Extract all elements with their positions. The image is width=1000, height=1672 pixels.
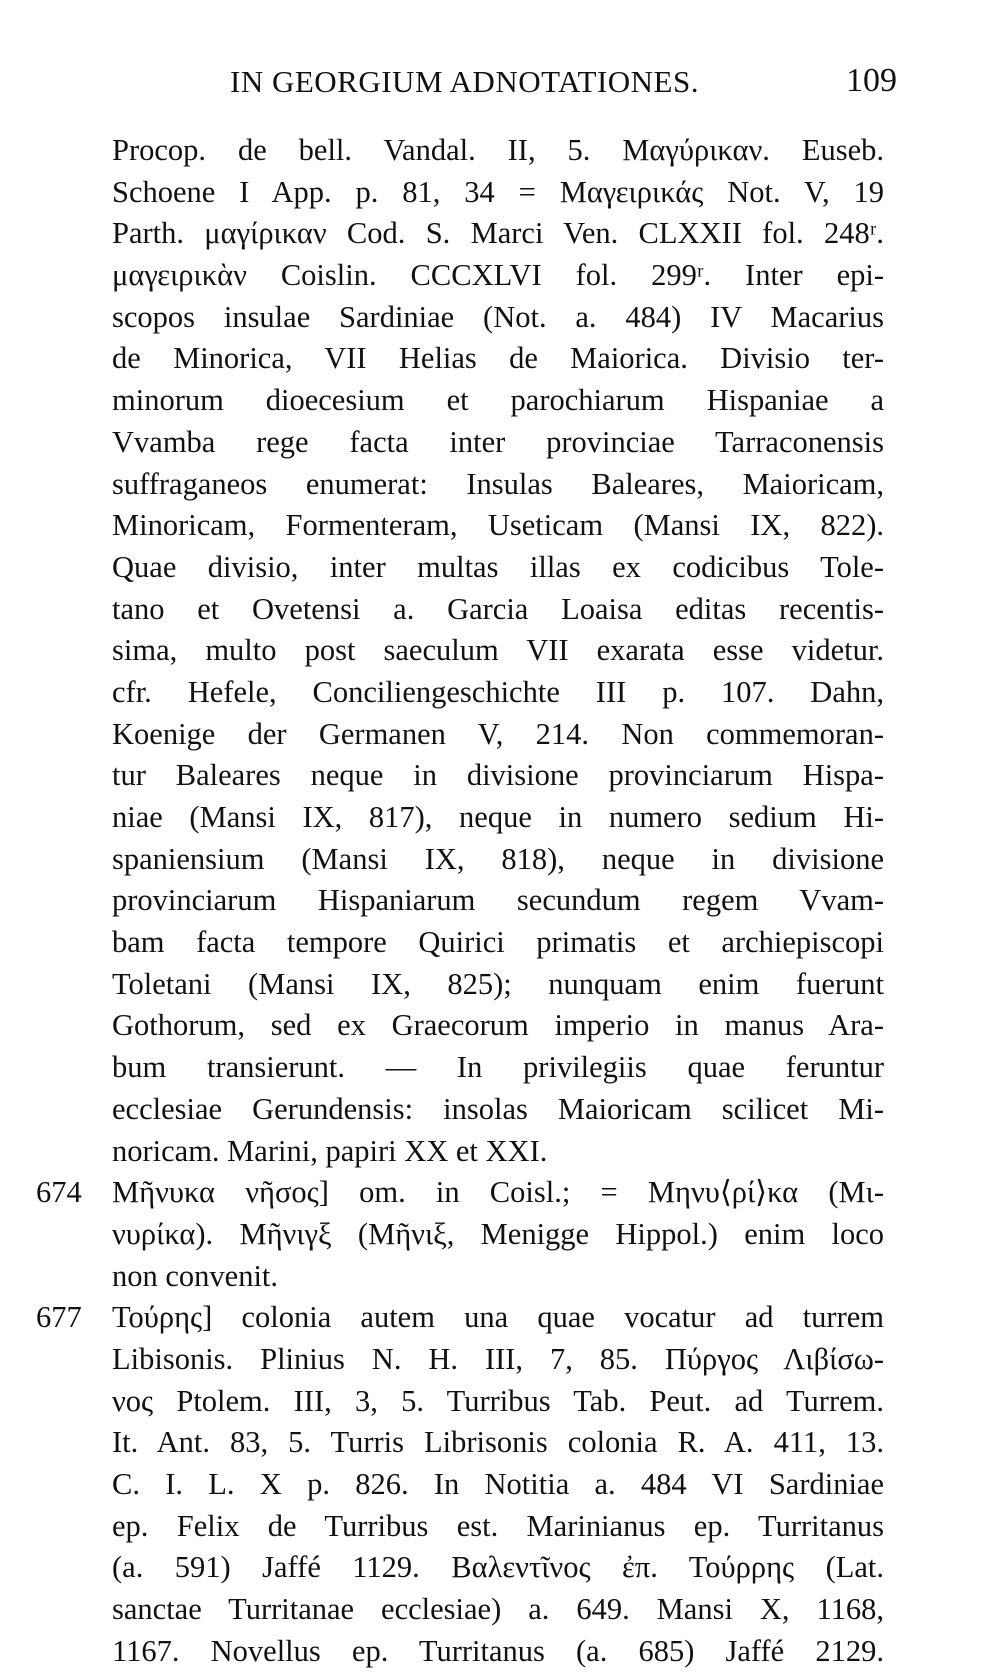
text-line: [0, 964, 1000, 1006]
line-text: non convenit.: [112, 1258, 279, 1293]
text-line: [0, 1005, 1000, 1047]
text-line: [0, 1422, 1000, 1464]
text-line: [0, 1589, 1000, 1631]
line-text: tur Baleares neque in divisione provinciarum Hispa-: [112, 758, 884, 793]
line-text: spaniensium (Mansi IX, 818), neque in divisione: [112, 841, 884, 876]
text-line: [0, 130, 1000, 172]
line-text: cfr. Hefele, Conciliengeschichte III p. 107. Dahn,: [112, 674, 884, 709]
running-header: [0, 56, 1000, 106]
line-text: Quae divisio, inter multas illas ex codicibus Tole-: [112, 549, 884, 584]
text-line: [0, 1297, 1000, 1339]
line-text: μαγειρικὰν Coislin. CCCXLVI fol. 299ʳ. Inter epi-: [112, 258, 884, 293]
text-line: [0, 380, 1000, 422]
line-text: de Minorica, VII Helias de Maiorica. Divisio ter-: [112, 341, 884, 376]
line-text: νυρίκα). Μῆνιγξ (Μῆνιξ, Menigge Hippol.) enim loco: [112, 1216, 884, 1251]
line-text: ep. Felix de Turribus est. Marinianus ep. Turritanus: [112, 1508, 884, 1543]
text-line: [0, 505, 1000, 547]
text-line: [0, 755, 1000, 797]
text-line: [0, 1256, 1000, 1298]
text-line: [0, 797, 1000, 839]
text-line: [0, 1214, 1000, 1256]
line-text: noricam. Marini, papiri XX et XXI.: [112, 1133, 548, 1168]
line-text: Gothorum, sed ex Graecorum imperio in manus Ara-: [112, 1008, 884, 1043]
text-line: [0, 255, 1000, 297]
line-number: 677: [36, 1300, 82, 1335]
line-text: Toletani (Mansi IX, 825); nunquam enim fuerunt: [112, 966, 884, 1001]
line-text: νος Ptolem. III, 3, 5. Turribus Tab. Peut. ad Turrem.: [112, 1383, 884, 1418]
annotation-text: [0, 130, 1000, 1672]
line-number: 674: [36, 1175, 82, 1210]
line-text: Τούρης] colonia autem una quae vocatur ad turrem: [112, 1300, 884, 1335]
line-text: minorum dioecesium et parochiarum Hispaniae a: [112, 383, 884, 418]
text-line: [0, 338, 1000, 380]
line-text: provinciarum Hispaniarum secundum regem Vvam-: [112, 883, 884, 918]
text-line: [0, 1464, 1000, 1506]
line-text: Μῆνυκα νῆσος] om. in Coisl.; = Μηνυ⟨ρί⟩κα (Μι-: [112, 1175, 884, 1210]
line-text: It. Ant. 83, 5. Turris Librisonis colonia R. A. 411, 13.: [112, 1425, 884, 1460]
line-text: 1167. Novellus ep. Turritanus (a. 685) Jaffé 2129.: [112, 1633, 884, 1668]
text-line: [0, 922, 1000, 964]
text-line: [0, 839, 1000, 881]
text-line: [0, 1089, 1000, 1131]
line-text: Parth. μαγίρικαν Cod. S. Marci Ven. CLXXII fol. 248ʳ.: [112, 216, 884, 251]
text-line: [0, 1547, 1000, 1589]
text-line: [0, 589, 1000, 631]
text-line: [0, 672, 1000, 714]
text-line: [0, 1047, 1000, 1089]
text-line: [0, 1506, 1000, 1548]
text-line: [0, 1339, 1000, 1381]
text-line: [0, 213, 1000, 255]
line-text: Minoricam, Formenteram, Useticam (Mansi IX, 822).: [112, 508, 884, 543]
line-text: Koenige der Germanen V, 214. Non commemoran-: [112, 716, 884, 751]
text-line: [0, 630, 1000, 672]
line-text: sima, multo post saeculum VII exarata esse videtur.: [112, 633, 884, 668]
running-title: IN GEORGIUM ADNOTATIONES.: [230, 64, 699, 99]
line-text: niae (Mansi IX, 817), neque in numero sedium Hi-: [112, 800, 884, 834]
page-number: 109: [846, 62, 897, 99]
line-text: Schoene I App. p. 81, 34 = Μαγειρικάς Not. V, 19: [112, 174, 884, 209]
text-line: [0, 1172, 1000, 1214]
text-line: [0, 464, 1000, 506]
line-text: bam facta tempore Quirici primatis et archiepiscopi: [112, 925, 884, 960]
text-line: [0, 714, 1000, 756]
text-line: [0, 1381, 1000, 1423]
text-line: [0, 547, 1000, 589]
text-line: [0, 880, 1000, 922]
line-text: C. I. L. X p. 826. In Notitia a. 484 VI Sardiniae: [112, 1467, 884, 1501]
text-line: [0, 1131, 1000, 1173]
line-text: sanctae Turritanae ecclesiae) a. 649. Mansi X, 1168,: [112, 1592, 884, 1627]
line-text: suffraganeos enumerat: Insulas Baleares, Maioricam,: [112, 466, 884, 501]
line-text: scopos insulae Sardiniae (Not. a. 484) IV Macarius: [112, 299, 884, 334]
line-text: bum transierunt. — In privilegiis quae feruntur: [112, 1050, 884, 1085]
text-line: [0, 1631, 1000, 1672]
line-text: (a. 591) Jaffé 1129. Βαλεντῖνος ἐπ. Τούρρης (Lat.: [112, 1550, 884, 1585]
line-text: Vvamba rege facta inter provinciae Tarraconensis: [112, 424, 884, 459]
text-line: [0, 297, 1000, 339]
text-line: [0, 422, 1000, 464]
text-line: [0, 172, 1000, 214]
line-text: Libisonis. Plinius N. H. III, 7, 85. Πύργος Λιβίσω-: [112, 1341, 884, 1376]
line-text: ecclesiae Gerundensis: insolas Maioricam scilicet Mi-: [112, 1091, 884, 1126]
line-text: tano et Ovetensi a. Garcia Loaisa editas recentis-: [112, 591, 884, 626]
line-text: Procop. de bell. Vandal. II, 5. Μαγύρικαν. Euseb.: [112, 133, 884, 167]
